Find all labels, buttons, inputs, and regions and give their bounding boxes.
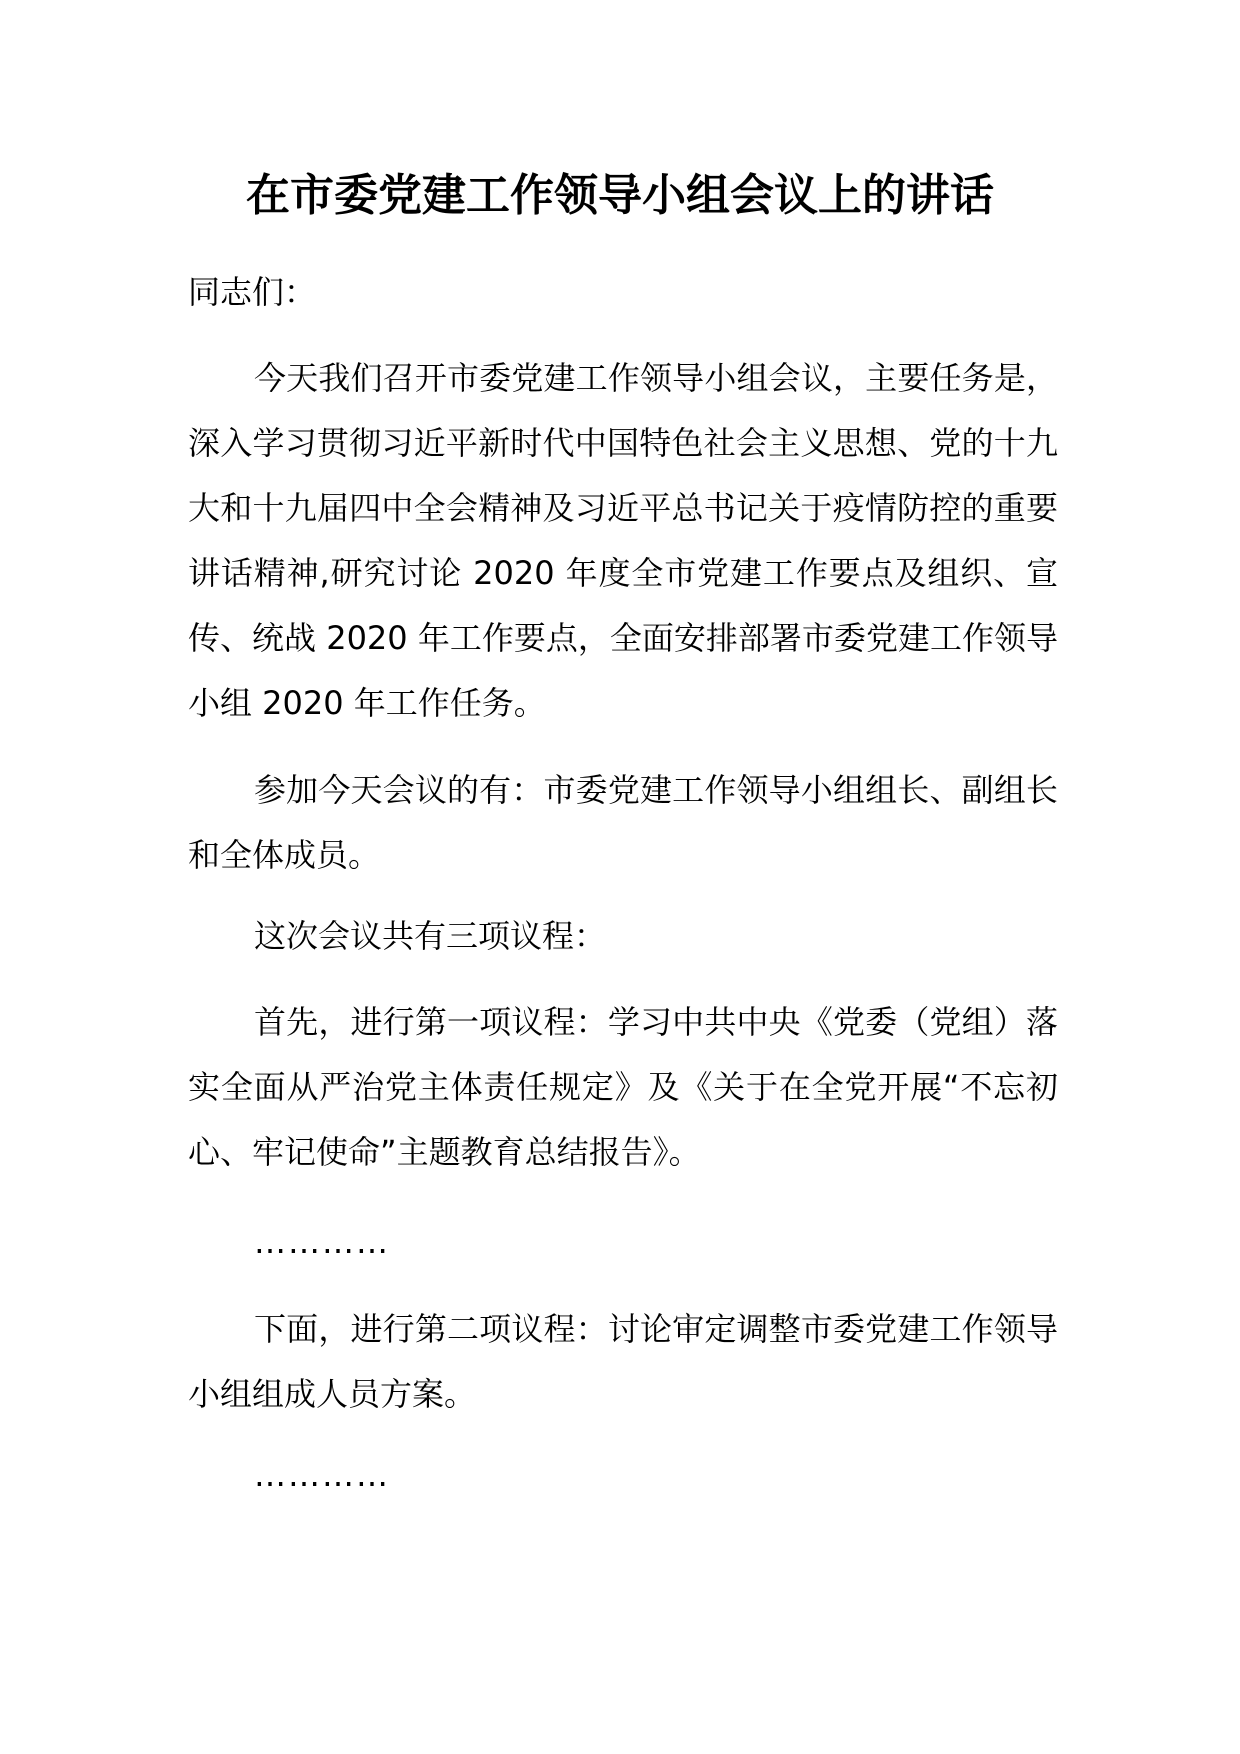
salutation: 同志们： bbox=[188, 273, 317, 311]
paragraph-agenda-intro: 这次会议共有三项议程： bbox=[254, 917, 607, 955]
ellipsis-1: ………… bbox=[254, 1223, 390, 1261]
paragraph-agenda-item-2: 下面，进行第二项议程：讨论审定调整市委党建工作领导小组组成人员方案。 bbox=[188, 1310, 1058, 1413]
ellipsis-2: ………… bbox=[254, 1456, 390, 1494]
document-title: 在市委党建工作领导小组会议上的讲话 bbox=[246, 170, 994, 221]
paragraph-agenda-item-1: 首先，进行第一项议程：学习中共中央《党委（党组）落实全面从严治党主体责任规定》及《关于在全党开展“不忘初心、牢记使命”主题教育总结报告》。 bbox=[188, 1003, 1058, 1171]
paragraph-attendees: 参加今天会议的有：市委党建工作领导小组组长、副组长和全体成员。 bbox=[188, 771, 1058, 874]
paragraph-meeting-purpose: 今天我们召开市委党建工作领导小组会议，主要任务是，深入学习贯彻习近平新时代中国特色社会主义思想、党的十九大和十九届四中全会精神及习近平总书记关于疫情防控的重要讲话精神,研究讨论 2020 年度全市党建工作要点及组织、宣传、统战 2020 年工作要点，全面安排部署市委党建工作领导小组 2020 年工作任务。 bbox=[188, 359, 1058, 722]
